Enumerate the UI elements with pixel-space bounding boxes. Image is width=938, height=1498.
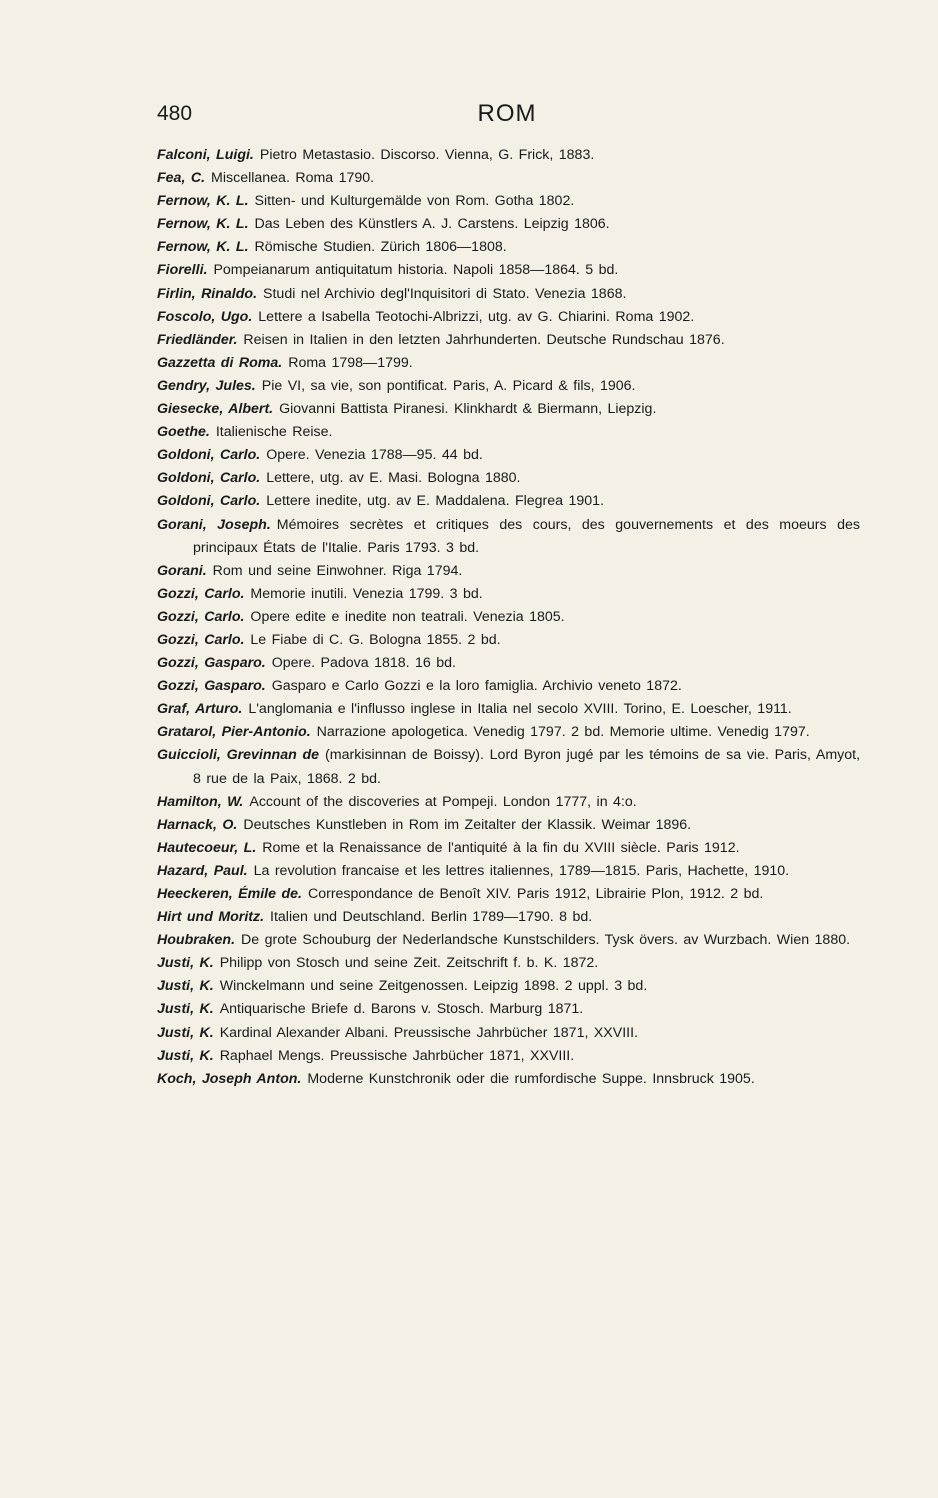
entry-text: Rome et la Renaissance de l'antiquité à la fin du XVIII siècle. Paris 1912. [262, 839, 740, 856]
bibliography-entry [157, 906, 860, 929]
entry-text: Deutsches Kunstleben in Rom im Zeitalter der Klassik. Weimar 1896. [243, 816, 692, 833]
entry-author: Justi, K. [157, 1047, 214, 1064]
bibliography-entry [157, 375, 860, 398]
entry-author: Falconi, Luigi. [157, 147, 254, 163]
bibliography-entry [157, 814, 860, 837]
entry-text: Le Fiabe di C. G. Bologna 1855. 2 bd. [250, 631, 501, 648]
bibliography-entry [157, 167, 860, 190]
entry-text: De grote Schouburg der Nederlandsche Kunstschilders. Tysk övers. av Wurzbach. Wien 1880. [241, 932, 851, 949]
entry-text: Studi nel Archivio degl'Inquisitori di Stato. Venezia 1868. [263, 285, 627, 302]
entry-author: Gozzi, Carlo. [157, 631, 245, 648]
entry-author: Gorani, Joseph. [157, 516, 271, 533]
bibliography-entry [157, 698, 860, 721]
entry-author: Harnack, O. [157, 816, 238, 833]
bibliography-entry [157, 744, 860, 790]
entry-author: Gendry, Jules. [157, 377, 256, 394]
bibliography-entry [157, 883, 860, 906]
entry-text: Raphael Mengs. Preussische Jahrbücher 1871, XXVIII. [219, 1047, 575, 1064]
bibliography-entry [157, 283, 860, 306]
entry-author: Firlin, Rinaldo. [157, 285, 258, 302]
entry-author: Justi, K. [157, 955, 214, 972]
entry-author: Fiorelli. [157, 262, 208, 279]
bibliography-entry [157, 467, 860, 490]
entry-text: Pompeianarum antiquitatum historia. Napoli 1858—1864. 5 bd. [213, 262, 619, 279]
bibliography-entry [157, 236, 860, 259]
entry-author: Justi, K. [157, 1024, 214, 1041]
entry-text: Reisen in Italien in den letzten Jahrhunderten. Deutsche Rundschau 1876. [243, 331, 725, 348]
entry-author: Houbraken. [157, 932, 236, 949]
entry-text: Sitten- und Kulturgemälde von Rom. Gotha 1802. [254, 193, 575, 210]
entry-text: Gasparo e Carlo Gozzi e la loro famiglia. Archivio veneto 1872. [271, 678, 682, 695]
bibliography-entry [157, 144, 860, 167]
running-title: ROM [477, 100, 537, 127]
entry-author: Gozzi, Gasparo. [157, 678, 266, 695]
entry-text: Opere edite e inedite non teatrali. Venezia 1805. [250, 608, 565, 625]
bibliography-entry [157, 929, 860, 952]
entry-text: L'anglomania e l'influsso inglese in Italia nel secolo XVIII. Torino, E. Loescher, 1911. [248, 701, 792, 718]
entry-text: Roma 1798—1799. [288, 354, 413, 371]
entry-text: Italienische Reise. [215, 424, 333, 441]
entry-text: Winckelmann und seine Zeitgenossen. Leipzig 1898. 2 uppl. 3 bd. [219, 978, 648, 995]
bibliography-entry [157, 490, 860, 513]
entry-author: Graf, Arturo. [157, 701, 243, 718]
bibliography-entry [157, 259, 860, 282]
entry-author: Fernow, K. L. [157, 239, 249, 256]
entry-text: Account of the discoveries at Pompeji. London 1777, in 4:o. [249, 793, 637, 810]
bibliography-entry [157, 398, 860, 421]
entry-author: Gratarol, Pier-Antonio. [157, 724, 311, 741]
bibliography-list [157, 144, 860, 1091]
entry-author: Fernow, K. L. [157, 193, 249, 210]
bibliography-entry [157, 444, 860, 467]
bibliography-entry [157, 1068, 860, 1091]
bibliography-entry [157, 652, 860, 675]
bibliography-entry [157, 837, 860, 860]
entry-author: Justi, K. [157, 978, 214, 995]
entry-text: Giovanni Battista Piranesi. Klinkhardt & Biermann, Liepzig. [279, 401, 657, 418]
entry-author: Gazzetta di Roma. [157, 354, 283, 371]
bibliography-entry [157, 421, 860, 444]
entry-text: Rom und seine Einwohner. Riga 1794. [212, 562, 463, 579]
entry-author: Guiccioli, Grevinnan de [157, 747, 320, 764]
entry-text: Memorie inutili. Venezia 1799. 3 bd. [250, 585, 483, 602]
entry-author: Hirt und Moritz. [157, 909, 265, 926]
entry-text: Kardinal Alexander Albani. Preussische Jahrbücher 1871, XXVIII. [219, 1024, 639, 1041]
entry-text: Miscellanea. Roma 1790. [211, 170, 375, 187]
entry-text: Lettere a Isabella Teotochi-Albrizzi, utg. av G. Chiarini. Roma 1902. [258, 308, 695, 325]
entry-author: Goldoni, Carlo. [157, 493, 261, 510]
bibliography-entry [157, 998, 860, 1021]
page-header [157, 100, 857, 134]
entry-author: Fernow, K. L. [157, 216, 249, 233]
entry-text: Lettere inedite, utg. av E. Maddalena. Flegrea 1901. [266, 493, 605, 510]
entry-author: Gozzi, Gasparo. [157, 655, 266, 672]
entry-author: Fea, C. [157, 170, 206, 187]
bibliography-entry [157, 975, 860, 998]
entry-text: Narrazione apologetica. Venedig 1797. 2 bd. Memorie ultime. Venedig 1797. [316, 724, 810, 741]
entry-text: La revolution francaise et les lettres italiennes, 1789—1815. Paris, Hachette, 1910. [253, 862, 790, 879]
entry-author: Hamilton, W. [157, 793, 244, 810]
entry-text: Opere. Padova 1818. 16 bd. [271, 655, 456, 672]
entry-text: Antiquarische Briefe d. Barons v. Stosch. Marburg 1871. [219, 1001, 584, 1018]
entry-author: Goethe. [157, 424, 210, 441]
entry-text: Pie VI, sa vie, son pontificat. Paris, A. Picard & fils, 1906. [261, 377, 636, 394]
entry-text: Opere. Venezia 1788—95. 44 bd. [266, 447, 483, 464]
bibliography-entry [157, 606, 860, 629]
entry-author: Hautecoeur, L. [157, 839, 257, 856]
entry-author: Gorani. [157, 562, 207, 579]
entry-author: Foscolo, Ugo. [157, 308, 253, 325]
bibliography-entry [157, 213, 860, 236]
entry-text: Correspondance de Benoît XIV. Paris 1912, Librairie Plon, 1912. 2 bd. [307, 886, 764, 902]
bibliography-entry [157, 675, 860, 698]
entry-text: Moderne Kunstchronik oder die rumfordische Suppe. Innsbruck 1905. [307, 1070, 755, 1087]
entry-text: Das Leben des Künstlers A. J. Carstens. Leipzig 1806. [254, 216, 610, 233]
entry-author: Justi, K. [157, 1001, 214, 1018]
entry-author: Giesecke, Albert. [157, 401, 274, 418]
bibliography-entry [157, 1045, 860, 1068]
bibliography-entry [157, 721, 860, 744]
bibliography-entry [157, 791, 860, 814]
entry-author: Friedländer. [157, 331, 238, 348]
bibliography-entry [157, 560, 860, 583]
bibliography-entry [157, 952, 860, 975]
entry-author: Hazard, Paul. [157, 862, 248, 879]
page-number: 480 [157, 102, 193, 125]
bibliography-entry [157, 860, 860, 883]
entry-text: (markisinnan de Boissy). Lord Byron jugé par les témoins de sa vie. Paris, Amyot, 8 rue de la Paix, 1868. 2 bd. [193, 747, 861, 787]
entry-author: Gozzi, Carlo. [157, 585, 245, 602]
entry-text: Pietro Metastasio. Discorso. Vienna, G. Frick, 1883. [259, 147, 595, 163]
bibliography-entry [157, 329, 860, 352]
entry-text: Italien und Deutschland. Berlin 1789—1790. 8 bd. [270, 909, 593, 926]
entry-author: Goldoni, Carlo. [157, 470, 261, 487]
bibliography-entry [157, 583, 860, 606]
bibliography-entry [157, 190, 860, 213]
entry-author: Gozzi, Carlo. [157, 608, 245, 625]
entry-author: Heeckeren, Émile de. [157, 886, 302, 902]
entry-author: Koch, Joseph Anton. [157, 1070, 302, 1087]
bibliography-entry [157, 1022, 860, 1045]
bibliography-entry [157, 514, 860, 560]
bibliography-entry [157, 352, 860, 375]
entry-text: Mémoires secrètes et critiques des cours, des gouvernements et des moeurs des principaux États de l'Italie. Paris 1793. 3 bd. [193, 516, 860, 556]
entry-author: Goldoni, Carlo. [157, 447, 261, 464]
bibliography-entry [157, 629, 860, 652]
entry-text: Lettere, utg. av E. Masi. Bologna 1880. [266, 470, 521, 487]
entry-text: Römische Studien. Zürich 1806—1808. [254, 239, 507, 256]
entry-text: Philipp von Stosch und seine Zeit. Zeitschrift f. b. K. 1872. [219, 955, 599, 972]
bibliography-entry [157, 306, 860, 329]
